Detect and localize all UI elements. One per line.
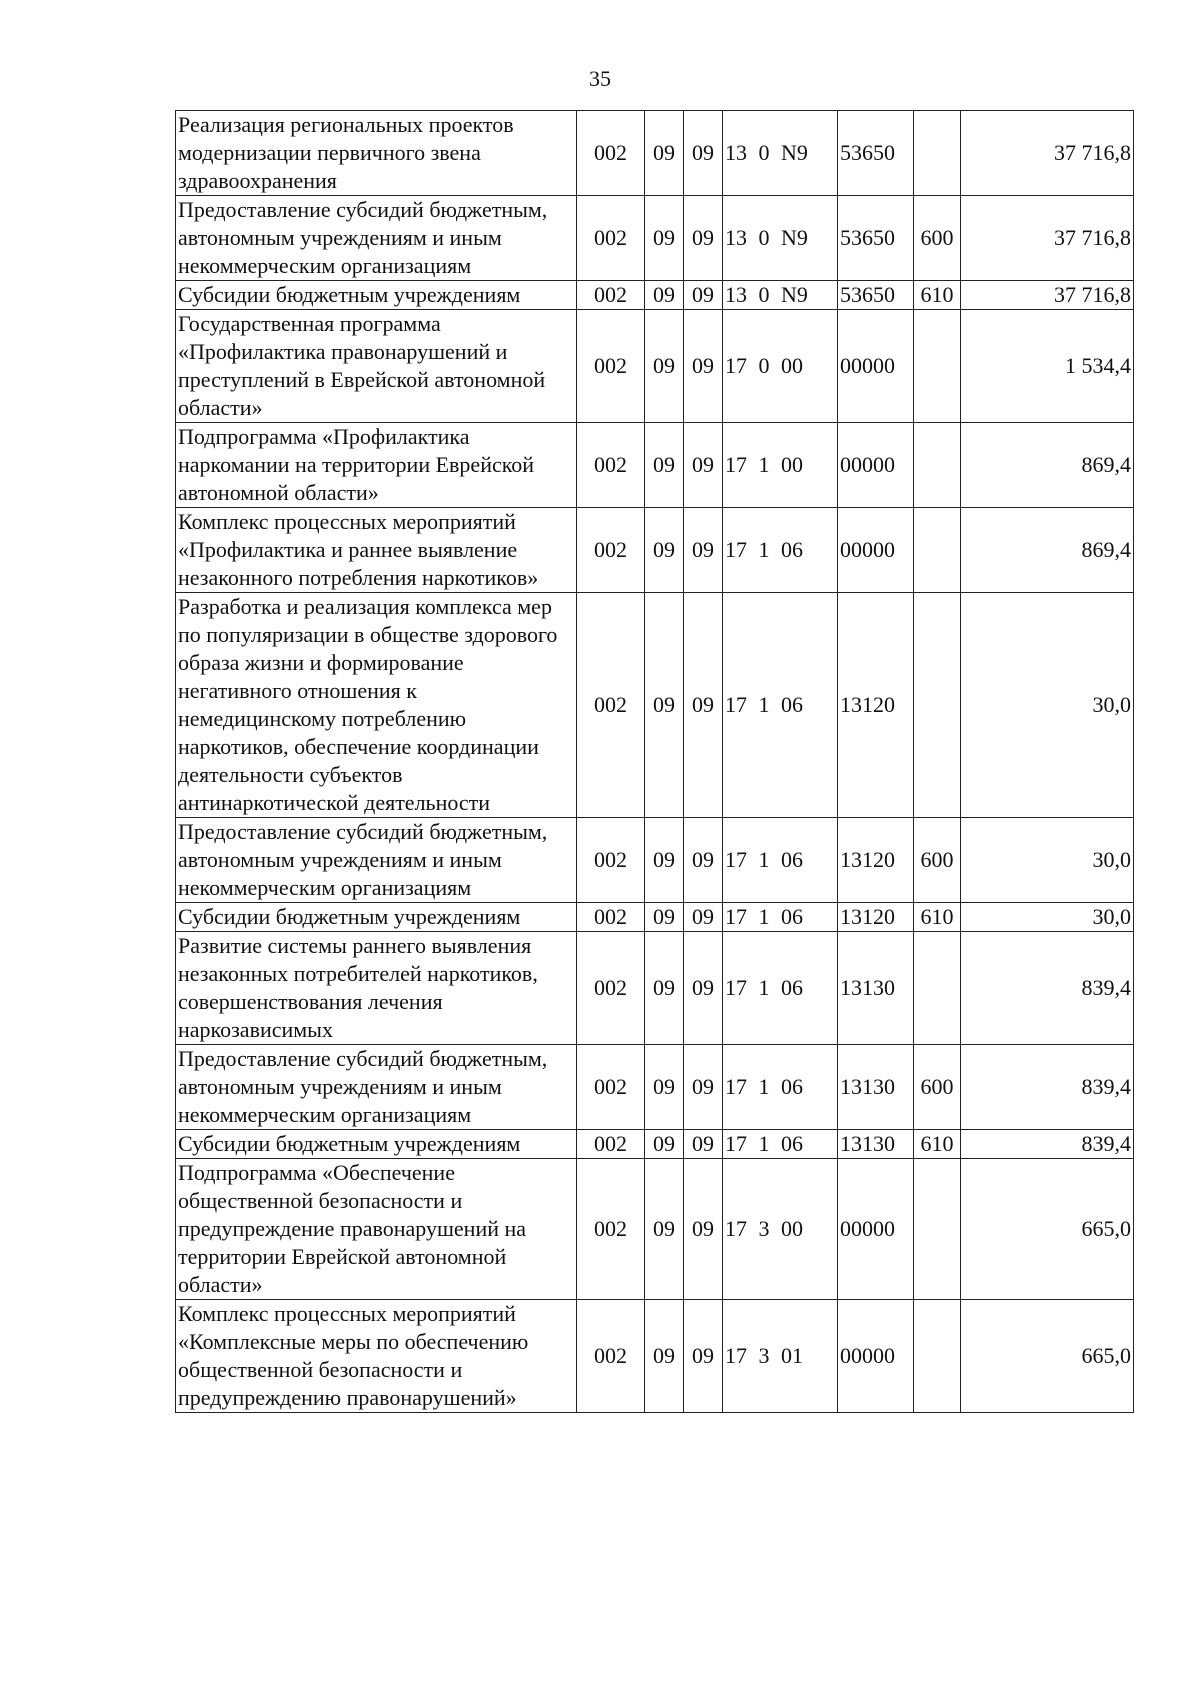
cell-amount: 30,0: [961, 903, 1134, 932]
cell-amount: 1 534,4: [961, 310, 1134, 423]
cell-expense-type: [914, 423, 961, 508]
cell-name: Субсидии бюджетным учреждениям: [176, 903, 577, 932]
cell-name: Субсидии бюджетным учреждениям: [176, 1130, 577, 1159]
cell-target-item: 00000: [838, 423, 914, 508]
cell-expense-type: [914, 1300, 961, 1413]
cell-expense-type: [914, 1159, 961, 1300]
cell-target-program: 17 1 06: [723, 818, 838, 903]
cell-subsection: 09: [684, 310, 723, 423]
cell-target-program: 13 0 N9: [723, 281, 838, 310]
cell-name: Реализация региональных проектов модернизации первичного звена здравоохранения: [176, 111, 577, 196]
cell-target-item: 00000: [838, 1300, 914, 1413]
cell-expense-type: 600: [914, 196, 961, 281]
table-row: [176, 593, 1134, 818]
table-row: [176, 818, 1134, 903]
cell-subsection: 09: [684, 1159, 723, 1300]
cell-section: 09: [645, 1045, 684, 1130]
table-row: [176, 310, 1134, 423]
cell-name: Предоставление субсидий бюджетным, автономным учреждениям и иным некоммерческим организациям: [176, 196, 577, 281]
cell-target-program: 17 1 00: [723, 423, 838, 508]
cell-expense-type: [914, 593, 961, 818]
cell-subsection: 09: [684, 196, 723, 281]
cell-section: 09: [645, 423, 684, 508]
cell-subsection: 09: [684, 932, 723, 1045]
cell-grbs: 002: [577, 423, 645, 508]
cell-subsection: 09: [684, 593, 723, 818]
cell-target-program: 13 0 N9: [723, 111, 838, 196]
cell-section: 09: [645, 196, 684, 281]
cell-amount: 37 716,8: [961, 196, 1134, 281]
table-row: [176, 1159, 1134, 1300]
cell-target-program: 17 1 06: [723, 932, 838, 1045]
cell-amount: 665,0: [961, 1159, 1134, 1300]
table-row: [176, 111, 1134, 196]
table-row: [176, 1130, 1134, 1159]
cell-grbs: 002: [577, 1130, 645, 1159]
cell-target-item: 13130: [838, 1045, 914, 1130]
table-row: [176, 1045, 1134, 1130]
cell-grbs: 002: [577, 310, 645, 423]
cell-amount: 665,0: [961, 1300, 1134, 1413]
cell-target-program: 17 1 06: [723, 593, 838, 818]
cell-target-item: 13130: [838, 1130, 914, 1159]
cell-grbs: 002: [577, 111, 645, 196]
cell-subsection: 09: [684, 1045, 723, 1130]
cell-expense-type: [914, 310, 961, 423]
cell-expense-type: [914, 932, 961, 1045]
cell-name: Государственная программа «Профилактика правонарушений и преступлений в Еврейской автономной области»: [176, 310, 577, 423]
table-row: [176, 903, 1134, 932]
cell-amount: 30,0: [961, 818, 1134, 903]
cell-section: 09: [645, 1159, 684, 1300]
cell-grbs: 002: [577, 932, 645, 1045]
cell-target-program: 17 0 00: [723, 310, 838, 423]
cell-target-item: 00000: [838, 1159, 914, 1300]
cell-section: 09: [645, 903, 684, 932]
cell-expense-type: [914, 111, 961, 196]
cell-expense-type: [914, 508, 961, 593]
cell-section: 09: [645, 1130, 684, 1159]
table-row: [176, 508, 1134, 593]
cell-grbs: 002: [577, 1300, 645, 1413]
cell-name: Комплекс процессных мероприятий «Комплексные меры по обеспечению общественной безопасности и предупреждению правонарушений»: [176, 1300, 577, 1413]
cell-name: Предоставление субсидий бюджетным, автономным учреждениям и иным некоммерческим организациям: [176, 818, 577, 903]
cell-section: 09: [645, 508, 684, 593]
cell-section: 09: [645, 932, 684, 1045]
table-row: [176, 932, 1134, 1045]
cell-subsection: 09: [684, 1130, 723, 1159]
cell-subsection: 09: [684, 423, 723, 508]
cell-amount: 839,4: [961, 1045, 1134, 1130]
table-row: [176, 1300, 1134, 1413]
cell-target-program: 17 3 00: [723, 1159, 838, 1300]
budget-table: [175, 110, 1134, 1413]
cell-name: Подпрограмма «Профилактика наркомании на территории Еврейской автономной области»: [176, 423, 577, 508]
cell-section: 09: [645, 818, 684, 903]
cell-name: Развитие системы раннего выявления незаконных потребителей наркотиков, совершенствования лечения наркозависимых: [176, 932, 577, 1045]
table-row: [176, 281, 1134, 310]
cell-section: 09: [645, 310, 684, 423]
table-body: [176, 111, 1134, 1413]
cell-grbs: 002: [577, 508, 645, 593]
cell-section: 09: [645, 281, 684, 310]
cell-target-program: 17 1 06: [723, 1130, 838, 1159]
cell-target-item: 13130: [838, 932, 914, 1045]
cell-section: 09: [645, 1300, 684, 1413]
cell-target-program: 17 1 06: [723, 1045, 838, 1130]
cell-grbs: 002: [577, 903, 645, 932]
cell-expense-type: 600: [914, 1045, 961, 1130]
cell-grbs: 002: [577, 818, 645, 903]
cell-expense-type: 600: [914, 818, 961, 903]
cell-name: Предоставление субсидий бюджетным, автономным учреждениям и иным некоммерческим организациям: [176, 1045, 577, 1130]
cell-target-program: 17 3 01: [723, 1300, 838, 1413]
cell-expense-type: 610: [914, 903, 961, 932]
cell-target-item: 13120: [838, 903, 914, 932]
cell-target-program: 17 1 06: [723, 903, 838, 932]
cell-target-item: 53650: [838, 111, 914, 196]
cell-target-item: 53650: [838, 281, 914, 310]
cell-target-program: 13 0 N9: [723, 196, 838, 281]
cell-name: Разработка и реализация комплекса мер по популяризации в обществе здорового образа жизни и формирование негативного отношения к немедицинскому потреблению наркотиков, обеспечение координации деятельности субъектов антинаркотической деятельности: [176, 593, 577, 818]
cell-target-item: 13120: [838, 593, 914, 818]
cell-grbs: 002: [577, 1159, 645, 1300]
table-row: [176, 196, 1134, 281]
cell-section: 09: [645, 111, 684, 196]
cell-subsection: 09: [684, 903, 723, 932]
cell-grbs: 002: [577, 1045, 645, 1130]
cell-grbs: 002: [577, 196, 645, 281]
cell-amount: 869,4: [961, 508, 1134, 593]
cell-subsection: 09: [684, 818, 723, 903]
cell-amount: 37 716,8: [961, 281, 1134, 310]
cell-name: Субсидии бюджетным учреждениям: [176, 281, 577, 310]
cell-target-item: 00000: [838, 508, 914, 593]
cell-target-item: 53650: [838, 196, 914, 281]
cell-subsection: 09: [684, 1300, 723, 1413]
cell-amount: 839,4: [961, 1130, 1134, 1159]
cell-expense-type: 610: [914, 1130, 961, 1159]
cell-section: 09: [645, 593, 684, 818]
cell-grbs: 002: [577, 281, 645, 310]
table-row: [176, 423, 1134, 508]
page-number: 35: [589, 66, 611, 91]
cell-target-program: 17 1 06: [723, 508, 838, 593]
cell-subsection: 09: [684, 508, 723, 593]
cell-target-item: 13120: [838, 818, 914, 903]
cell-amount: 30,0: [961, 593, 1134, 818]
cell-amount: 37 716,8: [961, 111, 1134, 196]
cell-subsection: 09: [684, 111, 723, 196]
cell-target-item: 00000: [838, 310, 914, 423]
cell-amount: 839,4: [961, 932, 1134, 1045]
cell-expense-type: 610: [914, 281, 961, 310]
cell-name: Комплекс процессных мероприятий «Профилактика и раннее выявление незаконного потребления наркотиков»: [176, 508, 577, 593]
cell-amount: 869,4: [961, 423, 1134, 508]
cell-subsection: 09: [684, 281, 723, 310]
cell-name: Подпрограмма «Обеспечение общественной безопасности и предупреждение правонарушений на территории Еврейской автономной области»: [176, 1159, 577, 1300]
cell-grbs: 002: [577, 593, 645, 818]
